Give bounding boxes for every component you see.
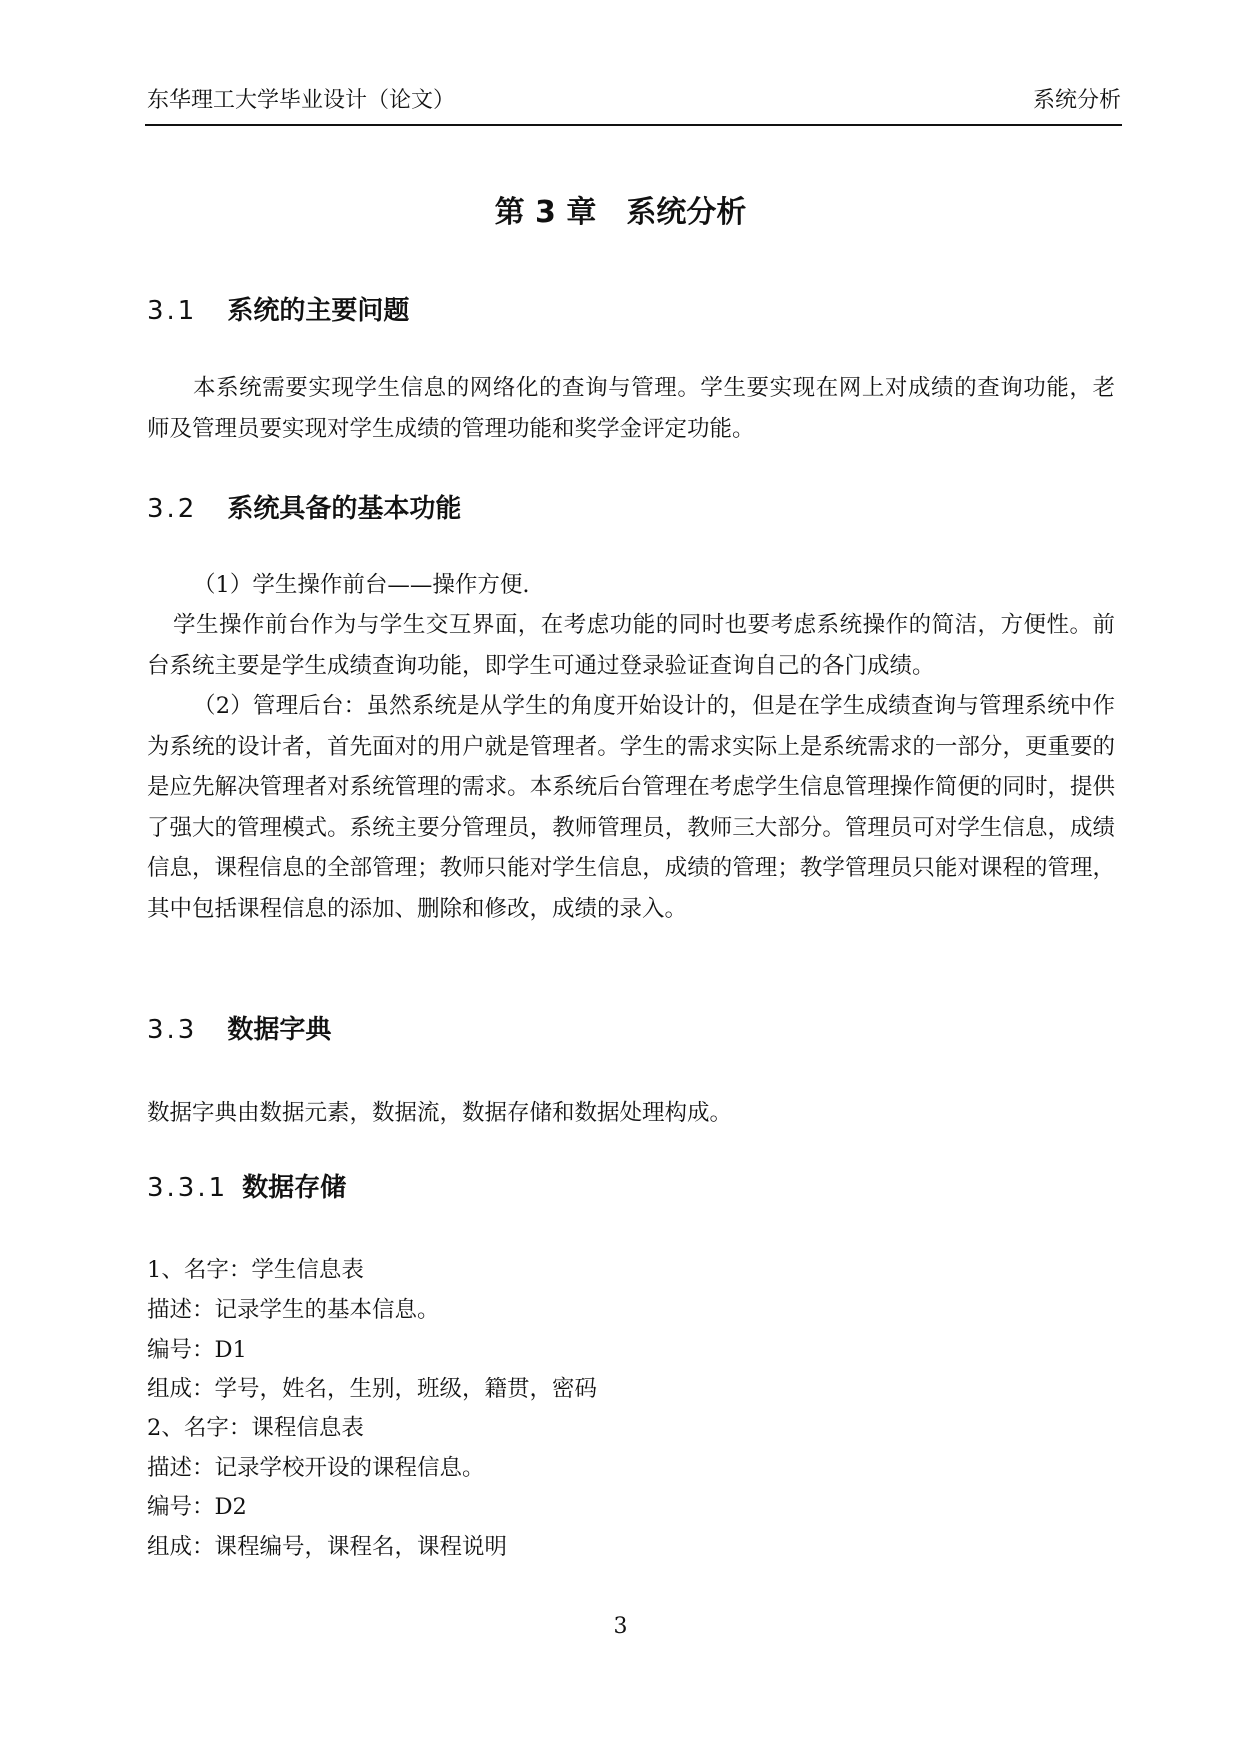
paragraph-data-dictionary: 数据字典由数据元素，数据流，数据存储和数据处理构成。 (147, 1100, 733, 1126)
running-header-chapter: 系统分析 (1032, 88, 1121, 113)
data-store-line: 组成：课程编号，课程名，课程说明 (147, 1534, 508, 1560)
data-store-line: 编号：D1 (147, 1337, 247, 1363)
data-store-line: 组成：学号，姓名，生别，班级，籍贯，密码 (147, 1376, 598, 1402)
header-rule (145, 124, 1122, 126)
section-number: 3.2 (147, 494, 198, 524)
section-number: 3.1 (147, 296, 198, 326)
paragraph-main-problem: 本系统需要实现学生信息的网络化的查询与管理。学生要实现在网上对成绩的查询功能，老师及管理员要实现对学生成绩的管理功能和奖学金评定功能。 (147, 375, 1115, 442)
paragraph-frontend-body: 学生操作前台作为与学生交互界面，在考虑功能的同时也要考虑系统操作的简洁，方便性。前台系统主要是学生成绩查询功能，即学生可通过登录验证查询自己的各门成绩。 (147, 612, 1115, 679)
section-number: 3.3 (147, 1015, 198, 1045)
chapter-number: 第 3 章 (494, 195, 597, 230)
data-store-line: 描述：记录学生的基本信息。 (147, 1297, 440, 1323)
running-header-title: 东华理工大学毕业设计（论文） (147, 88, 456, 113)
data-store-line: 1、名字：学生信息表 (147, 1257, 364, 1283)
section-heading-3-3 (147, 1013, 331, 1047)
paragraph-backend: （2）管理后台：虽然系统是从学生的角度开始设计的，但是在学生成绩查询与管理系统中作为系统的设计者，首先面对的用户就是管理者。学生的需求实际上是系统需求的一部分，更重要的是应先解决管理者对系统管理的需求。本系统后台管理在考虑学生信息管理操作简便的同时，提供了强大的管理模式。系统主要分管理员，教师管理员，教师三大部分。管理员可对学生信息，成绩信息，课程信息的全部管理；教师只能对学生信息，成绩的管理；教学管理员只能对课程的管理，其中包括课程信息的添加、删除和修改，成绩的录入。 (147, 693, 1115, 922)
section-title: 数据存储 (242, 1173, 347, 1203)
data-store-line: 描述：记录学校开设的课程信息。 (147, 1455, 485, 1481)
data-store-line: 编号：D2 (147, 1494, 247, 1520)
section-number: 3.3.1 (147, 1173, 229, 1203)
section-heading-3-1 (147, 294, 409, 328)
data-store-line: 2、名字：课程信息表 (147, 1415, 364, 1441)
section-heading-3-3-1 (147, 1171, 346, 1205)
page-number: 3 (613, 1614, 628, 1639)
section-heading-3-2 (147, 492, 461, 526)
section-title: 系统的主要问题 (227, 296, 410, 326)
chapter-heading (0, 193, 1241, 233)
paragraph-frontend-heading: （1）学生操作前台——操作方便. (193, 572, 530, 598)
section-title: 数据字典 (227, 1015, 332, 1045)
chapter-title: 系统分析 (626, 195, 747, 230)
section-title: 系统具备的基本功能 (227, 494, 462, 524)
